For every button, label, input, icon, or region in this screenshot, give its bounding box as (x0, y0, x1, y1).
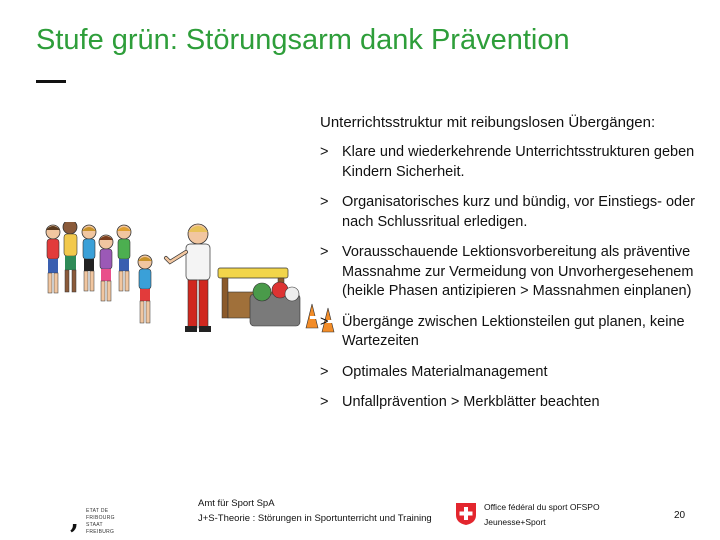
canton-logo-line: ETAT DE FRIBOURG (86, 508, 115, 521)
footer (0, 490, 720, 540)
content-heading: Unterrichtsstruktur mit reibungslosen Übergängen: (320, 114, 656, 131)
bullet-text: Klare und wiederkehrende Unterrichtsstrukturen geben Kindern Sicherheit. (342, 144, 695, 180)
bullet-text: Unfallprävention > Merkblätter beachten (342, 394, 600, 410)
page-number: 20 (674, 510, 686, 521)
slide-title: Stufe grün: Störungsarm dank Prävention (36, 24, 570, 56)
sports-equipment (218, 268, 334, 332)
bullet-text: Optimales Materialmanagement (342, 363, 548, 380)
bullet-marker: > (320, 194, 329, 210)
teacher-children-illustration (40, 222, 340, 340)
bullet-item (320, 193, 700, 232)
comma-mark-icon: , (70, 505, 80, 535)
bullet-text: Organisatorisches kurz und bündig, vor Einstiegs- oder nach Schlussritual erledigen. (342, 194, 696, 230)
footer-organization: Amt für Sport SpA (198, 498, 275, 509)
bullet-item (320, 363, 700, 383)
bullet-text: Vorausschauende Lektionsvorbereitung als präventive Massnahme zur Vermeidung von Unvorhergesehenem (heikle Phasen antizipieren > Massnahmen einplanen) (342, 244, 694, 299)
title-underline (36, 80, 66, 83)
bullet-item (320, 243, 700, 302)
bullet-marker: > (320, 144, 329, 160)
teacher-figure (166, 224, 211, 332)
bullet-marker: > (320, 394, 329, 410)
federal-office-label: Office fédéral du sport OFSPO (484, 502, 600, 512)
bullet-marker: > (320, 244, 329, 260)
bullet-item (320, 393, 700, 413)
canton-fribourg-logo (34, 498, 115, 535)
bullet-marker: > (320, 313, 329, 330)
program-label: Jeunesse+Sport (484, 517, 546, 527)
bullet-text: Übergänge zwischen Lektionsteilen gut planen, keine Wartezeiten (342, 313, 685, 349)
content-block (320, 113, 700, 424)
children-group (46, 222, 152, 323)
canton-logo-line: STAAT FREIBURG (86, 522, 115, 535)
bullet-marker: > (320, 363, 329, 380)
footer-document-title: J+S-Theorie : Störungen in Sportunterricht und Training (198, 513, 432, 524)
swiss-cross-icon (455, 502, 477, 526)
bullet-item (320, 143, 700, 182)
bullet-item (320, 313, 700, 352)
